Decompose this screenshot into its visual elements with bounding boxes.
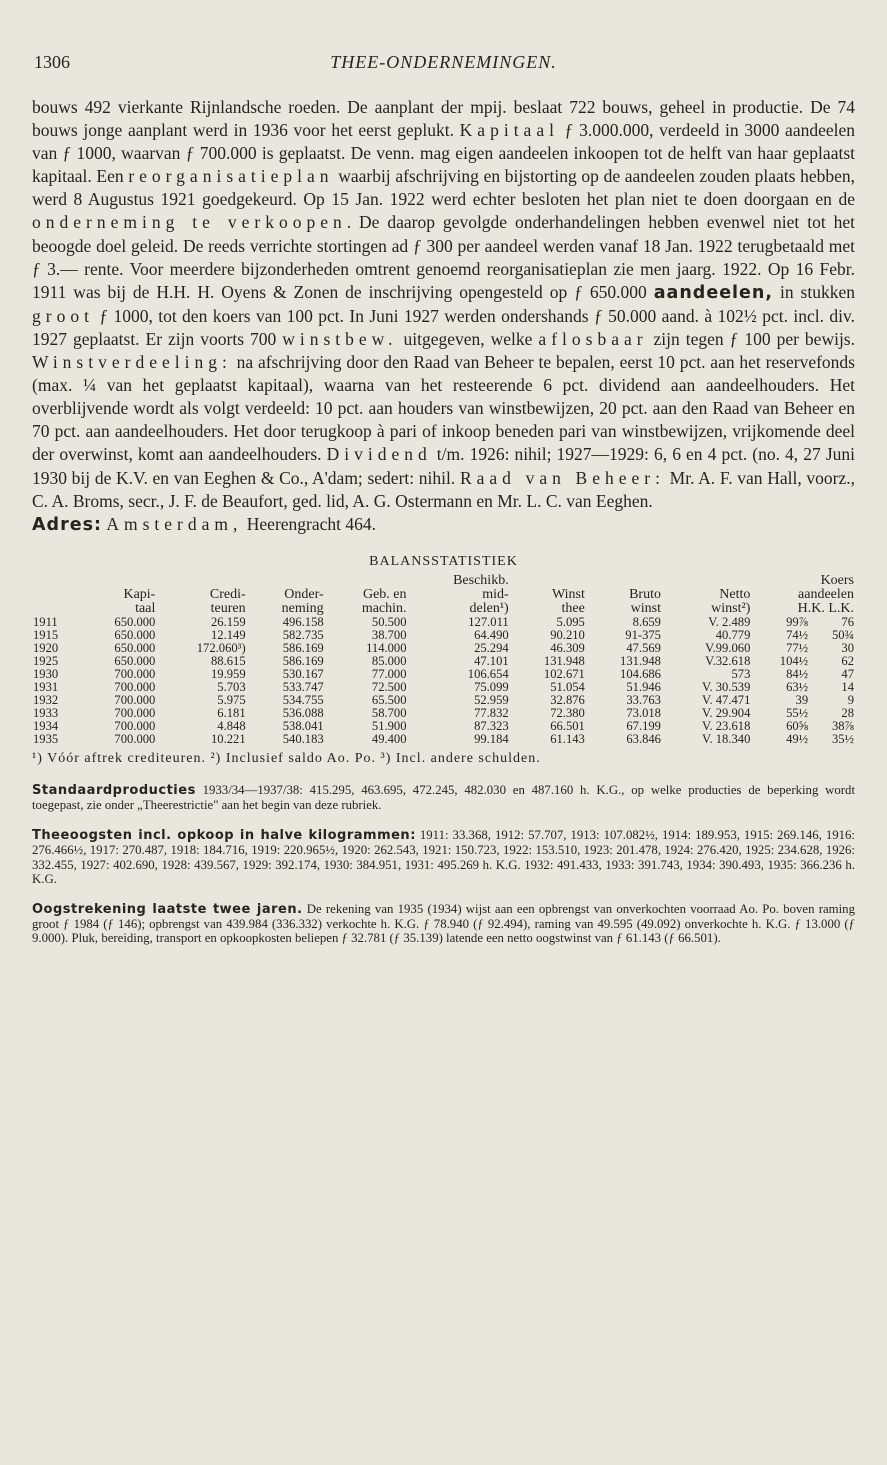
table-header-cell: Koers bbox=[820, 572, 854, 588]
running-title: THEE-ONDERNEMINGEN. bbox=[330, 52, 557, 72]
table-cell: 40.779 bbox=[715, 627, 751, 642]
table-cell: 38⅞ bbox=[831, 718, 854, 733]
table-cell: 73.018 bbox=[626, 705, 661, 720]
table-cell: 76 bbox=[841, 614, 854, 629]
theeoogsten-section bbox=[32, 828, 855, 886]
table-cell: 39 bbox=[795, 692, 809, 707]
table-cell: 5.095 bbox=[556, 614, 585, 629]
table-cell: 700.000 bbox=[114, 705, 156, 720]
text-fragment: ƒ 1000, tot den koers van 100 pct. In Juni 1927 werden ondershands ƒ 50.000 aand. à 102½ pct. incl. div. 1927 geplaatst. Er zijn voorts 700 bbox=[32, 305, 855, 349]
page-header bbox=[32, 0, 855, 94]
table-cell: 650.000 bbox=[114, 614, 156, 629]
table-cell: 700.000 bbox=[114, 679, 156, 694]
table-header-cell: H.K. L.K. bbox=[797, 600, 854, 616]
table-header-cell: Bruto bbox=[629, 586, 661, 602]
table-header-cell: Netto bbox=[719, 586, 751, 602]
table-head bbox=[32, 574, 855, 616]
table-cell: V. 47.471 bbox=[701, 692, 751, 707]
table-row bbox=[32, 629, 855, 642]
table-cell: 172.060³) bbox=[196, 640, 246, 655]
table-cell: 9 bbox=[847, 692, 854, 707]
table-cell: 6.181 bbox=[217, 705, 246, 720]
table-cell: 1930 bbox=[33, 666, 59, 681]
table-cell: 5.975 bbox=[217, 692, 246, 707]
table-cell: 33.763 bbox=[626, 692, 661, 707]
table-cell: 50.500 bbox=[371, 614, 407, 629]
table-cell: 72.500 bbox=[371, 679, 407, 694]
table-cell: 534.755 bbox=[282, 692, 324, 707]
table-cell: 1911 bbox=[33, 614, 58, 629]
table-header-cell bbox=[32, 574, 80, 588]
table-cell: 50¾ bbox=[831, 627, 854, 642]
table-cell: 1934 bbox=[33, 718, 59, 733]
table-cell: 58.700 bbox=[371, 705, 407, 720]
table-header-cell bbox=[32, 588, 80, 602]
table-cell: 90.210 bbox=[550, 627, 585, 642]
table-cell: 26.159 bbox=[211, 614, 246, 629]
section-label: Theeoogsten incl. opkoop in halve kilogrammen: bbox=[32, 828, 416, 844]
oogstrekening-section bbox=[32, 902, 855, 946]
winstbew-label: winstbew. bbox=[282, 328, 398, 349]
table-cell: 91-375 bbox=[625, 627, 661, 642]
table-row bbox=[32, 707, 855, 720]
table-cell: 1925 bbox=[33, 653, 59, 668]
text-fragment: bouws 492 vierkante Rijnlandsche roeden. De aanplant der mpij. beslaat 722 bouws, geheel in productie. De 74 bouws jonge aanplant werd in 1936 voor het eerst geplukt. bbox=[32, 97, 855, 141]
table-cell: 586.169 bbox=[282, 640, 324, 655]
table-cell: 49.400 bbox=[371, 731, 407, 746]
table-cell: 88.615 bbox=[211, 653, 246, 668]
table-cell: 10.221 bbox=[211, 731, 246, 746]
table-cell: V. 30.539 bbox=[701, 679, 751, 694]
table-row bbox=[32, 720, 855, 733]
table-cell: 84½ bbox=[786, 666, 809, 681]
table-cell: 1935 bbox=[33, 731, 59, 746]
table-cell: 1920 bbox=[33, 640, 59, 655]
table-cell: 61.143 bbox=[550, 731, 585, 746]
section-text: 1933/34—1937/38: 415.295, 463.695, 472.245, 482.030 en 487.160 h. K.G., op welke producties de beperking wordt toegepast, zie onder „Theerestrictie" aan het begin van deze rubriek. bbox=[32, 782, 855, 812]
table-header-row bbox=[32, 602, 855, 616]
table-cell: 586.169 bbox=[282, 653, 324, 668]
standaardproducties-section bbox=[32, 783, 855, 812]
table-cell: 573 bbox=[731, 666, 751, 681]
table-row bbox=[32, 616, 855, 629]
table-cell: 536.088 bbox=[282, 705, 324, 720]
table-cell: 700.000 bbox=[114, 666, 156, 681]
table-cell: 131.948 bbox=[543, 653, 585, 668]
table-cell: 5.703 bbox=[217, 679, 246, 694]
table-cell: 700.000 bbox=[114, 731, 156, 746]
table-cell: 64.490 bbox=[474, 627, 509, 642]
table-cell: 127.011 bbox=[468, 614, 509, 629]
table-cell: 700.000 bbox=[114, 718, 156, 733]
table-cell: 4.848 bbox=[217, 718, 246, 733]
reorganisatieplan-label: reorganisatieplan bbox=[128, 166, 334, 187]
table-cell: V. 2.489 bbox=[708, 614, 751, 629]
table-header-cell: winst²) bbox=[711, 600, 751, 616]
groot-label: groot bbox=[32, 305, 94, 326]
verkoopen-label: onderneming te verkoopen bbox=[32, 212, 347, 233]
table-cell: 38.700 bbox=[371, 627, 407, 642]
table-cell: 66.501 bbox=[550, 718, 585, 733]
table-header-cell bbox=[32, 602, 80, 616]
winstverdeeling-label: Winstverdeeling: bbox=[32, 352, 232, 373]
table-cell: 35½ bbox=[831, 731, 854, 746]
table-cell: 49½ bbox=[786, 731, 809, 746]
table-header-cell: mid- bbox=[482, 586, 509, 602]
table-cell: 63.846 bbox=[626, 731, 661, 746]
table-row bbox=[32, 655, 855, 668]
aflosbaar-label: aflosbaar bbox=[538, 328, 648, 349]
table-header-cell bbox=[156, 574, 246, 588]
table-cell: 104½ bbox=[779, 653, 809, 668]
table-row bbox=[32, 733, 855, 746]
address-label: Adres: bbox=[32, 514, 102, 535]
table-cell: 14 bbox=[841, 679, 854, 694]
table-cell: 1932 bbox=[33, 692, 59, 707]
table-cell: 72.380 bbox=[550, 705, 585, 720]
table-cell: 104.686 bbox=[620, 666, 661, 681]
table-cell: 582.735 bbox=[282, 627, 324, 642]
table-cell: 99⅞ bbox=[786, 614, 809, 629]
table-cell: 12.149 bbox=[211, 627, 246, 642]
page-number: 1306 bbox=[34, 52, 70, 72]
table-header-cell bbox=[325, 574, 408, 588]
table-header-cell: thee bbox=[561, 600, 585, 616]
table-cell: 52.959 bbox=[474, 692, 509, 707]
table-cell: 77.000 bbox=[371, 666, 407, 681]
table-cell: 65.500 bbox=[371, 692, 407, 707]
table-cell: 75.099 bbox=[474, 679, 509, 694]
table-header-cell: teuren bbox=[210, 600, 246, 616]
table-cell: 533.747 bbox=[282, 679, 324, 694]
table-row bbox=[32, 681, 855, 694]
raad-van-beheer-label: Raad van Beheer: bbox=[459, 467, 665, 488]
table-cell: 25.294 bbox=[474, 640, 509, 655]
table-body bbox=[32, 616, 855, 746]
table-cell: 32.876 bbox=[550, 692, 585, 707]
table-cell: 540.183 bbox=[282, 731, 324, 746]
table-cell: 60⅝ bbox=[786, 718, 809, 733]
address-city: Amsterdam, bbox=[106, 513, 243, 534]
table-cell: 106.654 bbox=[467, 666, 509, 681]
dividend-label: Dividend bbox=[326, 444, 432, 465]
aandeelen-label: aandeelen, bbox=[653, 282, 774, 303]
table-cell: 51.946 bbox=[626, 679, 661, 694]
table-header-cell: taal bbox=[135, 600, 156, 616]
table-header-row bbox=[32, 588, 855, 602]
balance-stats-table bbox=[32, 574, 855, 746]
table-header-cell: Credi- bbox=[209, 586, 246, 602]
table-header-cell: Geb. en bbox=[362, 586, 407, 602]
table-cell: 700.000 bbox=[114, 692, 156, 707]
text-fragment: in stukken bbox=[773, 281, 855, 302]
table-header-cell bbox=[247, 574, 325, 588]
table-header-cell: neming bbox=[281, 600, 324, 616]
table-cell: 63½ bbox=[786, 679, 809, 694]
table-header-cell: winst bbox=[630, 600, 661, 616]
table-header-cell bbox=[662, 574, 751, 588]
table-cell: 530.167 bbox=[282, 666, 324, 681]
table-cell: 114.000 bbox=[366, 640, 407, 655]
table-cell: 77½ bbox=[786, 640, 809, 655]
table-cell: 102.671 bbox=[543, 666, 585, 681]
section-label: Oogstrekening laatste twee jaren. bbox=[32, 901, 303, 917]
table-cell: 62 bbox=[841, 653, 854, 668]
table-cell: 496.158 bbox=[282, 614, 324, 629]
table-cell: 85.000 bbox=[371, 653, 407, 668]
table-cell: 47 bbox=[841, 666, 854, 681]
table-cell: 99.184 bbox=[474, 731, 509, 746]
table-cell: 55½ bbox=[786, 705, 809, 720]
table-cell: V.32.618 bbox=[705, 653, 751, 668]
table-cell: 538.041 bbox=[282, 718, 324, 733]
table-cell: 46.309 bbox=[550, 640, 585, 655]
table-footnotes: ¹) Vóór aftrek crediteuren. ²) Inclusief saldo Ao. Po. ³) Incl. andere schulden. bbox=[32, 750, 541, 766]
section-text: 1911: 33.368, 1912: 57.707, 1913: 107.082½, 1914: 189.953, 1915: 269.146, 1916: 276.466½, 1917: 270.487, 1918: 184.716, 1919: 220.965½, 1920: 262.543, 1921: 150.723, 1922: 153.510, 1923: 201.478, 1924: 276.420, 1925: 234.628, 1926: 332.455, 1927: 402.690, 1928: 439.567, 1929: 392.174, 1930: 384.951, 1931: 495.269 h. K.G. 1932: 491.433, 1933: 391.743, 1934: 390.493, 1935: 366.236 h. K.G. bbox=[32, 828, 855, 886]
table-cell: 74½ bbox=[786, 627, 809, 642]
table-cell: 28 bbox=[841, 705, 854, 720]
table-cell: 1915 bbox=[33, 627, 59, 642]
text-fragment: uitgegeven, welke bbox=[397, 328, 539, 349]
table-cell: 77.832 bbox=[474, 705, 509, 720]
balance-stats-title: BALANSSTATISTIEK bbox=[369, 553, 518, 569]
table-cell: V. 18.340 bbox=[701, 731, 751, 746]
text-fragment: waarbij afschrijving en bijstorting op de aandeelen zouden plaats hebben, werd 8 Augustus 1921 goedgekeurd. Op 15 Jan. 1922 werd echter besloten het plan niet te doen doorgaan en de bbox=[32, 166, 855, 210]
table-cell: 1933 bbox=[33, 705, 59, 720]
table-header-cell: Onder- bbox=[284, 586, 324, 602]
table-cell: 47.101 bbox=[474, 653, 509, 668]
table-cell: 1931 bbox=[33, 679, 59, 694]
text-fragment: . De daarop gevolgde onderhandelingen hebben evenwel niet tot het beoogde doel geleid. De reeds verrichte stortingen ad ƒ 300 per aandeel werden vanaf 18 Jan. 1922 terugbetaald met ƒ 3.— rente. Voor meerdere bijzonderheden omtrent genoemd reorganisatieplan zie men jaarg. 1922. Op 16 Febr. 1911 was bij de H.H. H. Oyens & Zonen de inschrijving opengesteld op ƒ 650.000 bbox=[32, 212, 856, 302]
table-cell: 30 bbox=[841, 640, 854, 655]
table-row bbox=[32, 694, 855, 707]
text-fragment: na afschrijving door den Raad van Beheer te bepalen, eerst 10 pct. aan het reservefonds (max. ¼ van het geplaatst kapitaal), waarna van het resteerende 6 pct. dividend aan aandeelhouders. Het overblijvende wordt als volgt verdeeld: 10 pct. aan houders van winstbewijzen, 20 pct. aan den Raad van Beheer en 70 pct. aan aandeelhouders. Het door terugkoop à pari of inkoop beneden pari van winstbewijzen, vrijkomende deel der overwinst, komt aan aandeelhouders. bbox=[32, 352, 855, 465]
table-cell: 131.948 bbox=[620, 653, 661, 668]
table-header-cell bbox=[586, 574, 662, 588]
table-cell: 650.000 bbox=[114, 627, 156, 642]
table-header-cell: Winst bbox=[551, 586, 585, 602]
text-fragment: ƒ 3.000.000, verdeeld in 3000 aandeelen van ƒ 1000, waarvan ƒ 700.000 is geplaatst. De venn. mag eigen aandeelen inkoopen tot de helft van haar geplaatst kapitaal. Een bbox=[32, 120, 855, 187]
table-cell: 650.000 bbox=[114, 653, 156, 668]
table-row bbox=[32, 642, 855, 655]
table-header-cell: machin. bbox=[361, 600, 407, 616]
table-cell: V. 29.904 bbox=[701, 705, 751, 720]
table-cell: 87.323 bbox=[474, 718, 509, 733]
table-cell: V. 23.618 bbox=[701, 718, 751, 733]
section-text: De rekening van 1935 (1934) wijst aan een opbrengst van onverkochten voorraad Ao. Po. boven raming groot ƒ 1984 (ƒ 146); opbrengst van 439.984 (336.332) verkochte h. K.G. ƒ 78.940 (ƒ 92.494), raming van 49.595 (49.092) onverkochte h. K.G. ƒ 13.000 (ƒ 9.000). Pluk, bereiding, transport en opkoopkosten beliepen ƒ 32.781 (ƒ 35.139) latende een netto oogstwinst van ƒ 61.143 (ƒ 66.501). bbox=[32, 901, 855, 946]
kapitaal-label: Kapitaal bbox=[459, 120, 559, 141]
table-cell: 8.659 bbox=[632, 614, 661, 629]
table-header-row bbox=[32, 574, 855, 588]
table-header-cell: Beschikb. bbox=[453, 572, 509, 588]
table-cell: 650.000 bbox=[114, 640, 156, 655]
company-description bbox=[32, 96, 855, 513]
text-fragment: Mr. A. F. van Hall, voorz., C. A. Broms, secr., J. F. de Beaufort, ged. lid, A. G. Ostermann en Mr. L. C. van Eeghen. bbox=[32, 467, 855, 511]
table-header-cell bbox=[80, 574, 156, 588]
table-row bbox=[32, 668, 855, 681]
table-header-cell: delen¹) bbox=[469, 600, 509, 616]
table-header-cell: aandeelen bbox=[798, 586, 854, 602]
table-header-cell bbox=[510, 574, 586, 588]
table-cell: 47.569 bbox=[626, 640, 661, 655]
table-cell: V.99.060 bbox=[705, 640, 751, 655]
section-label: Standaardproducties bbox=[32, 782, 196, 798]
text-fragment: t/m. 1926: nihil; 1927—1929: 6, 6 en 4 pct. (no. 4, 27 Juni 1930 bij de K.V. en van Eeghen & Co., A'dam; sedert: nihil. bbox=[32, 444, 855, 488]
text-fragment: zijn tegen ƒ 100 per bewijs. bbox=[647, 328, 855, 349]
table-cell: 51.900 bbox=[371, 718, 407, 733]
table-header-cell: Kapi- bbox=[123, 586, 156, 602]
table-cell: 67.199 bbox=[626, 718, 661, 733]
table-cell: 19.959 bbox=[211, 666, 246, 681]
address-street: Heerengracht 464. bbox=[242, 513, 377, 534]
table-cell: 51.054 bbox=[550, 679, 585, 694]
address bbox=[32, 513, 855, 537]
